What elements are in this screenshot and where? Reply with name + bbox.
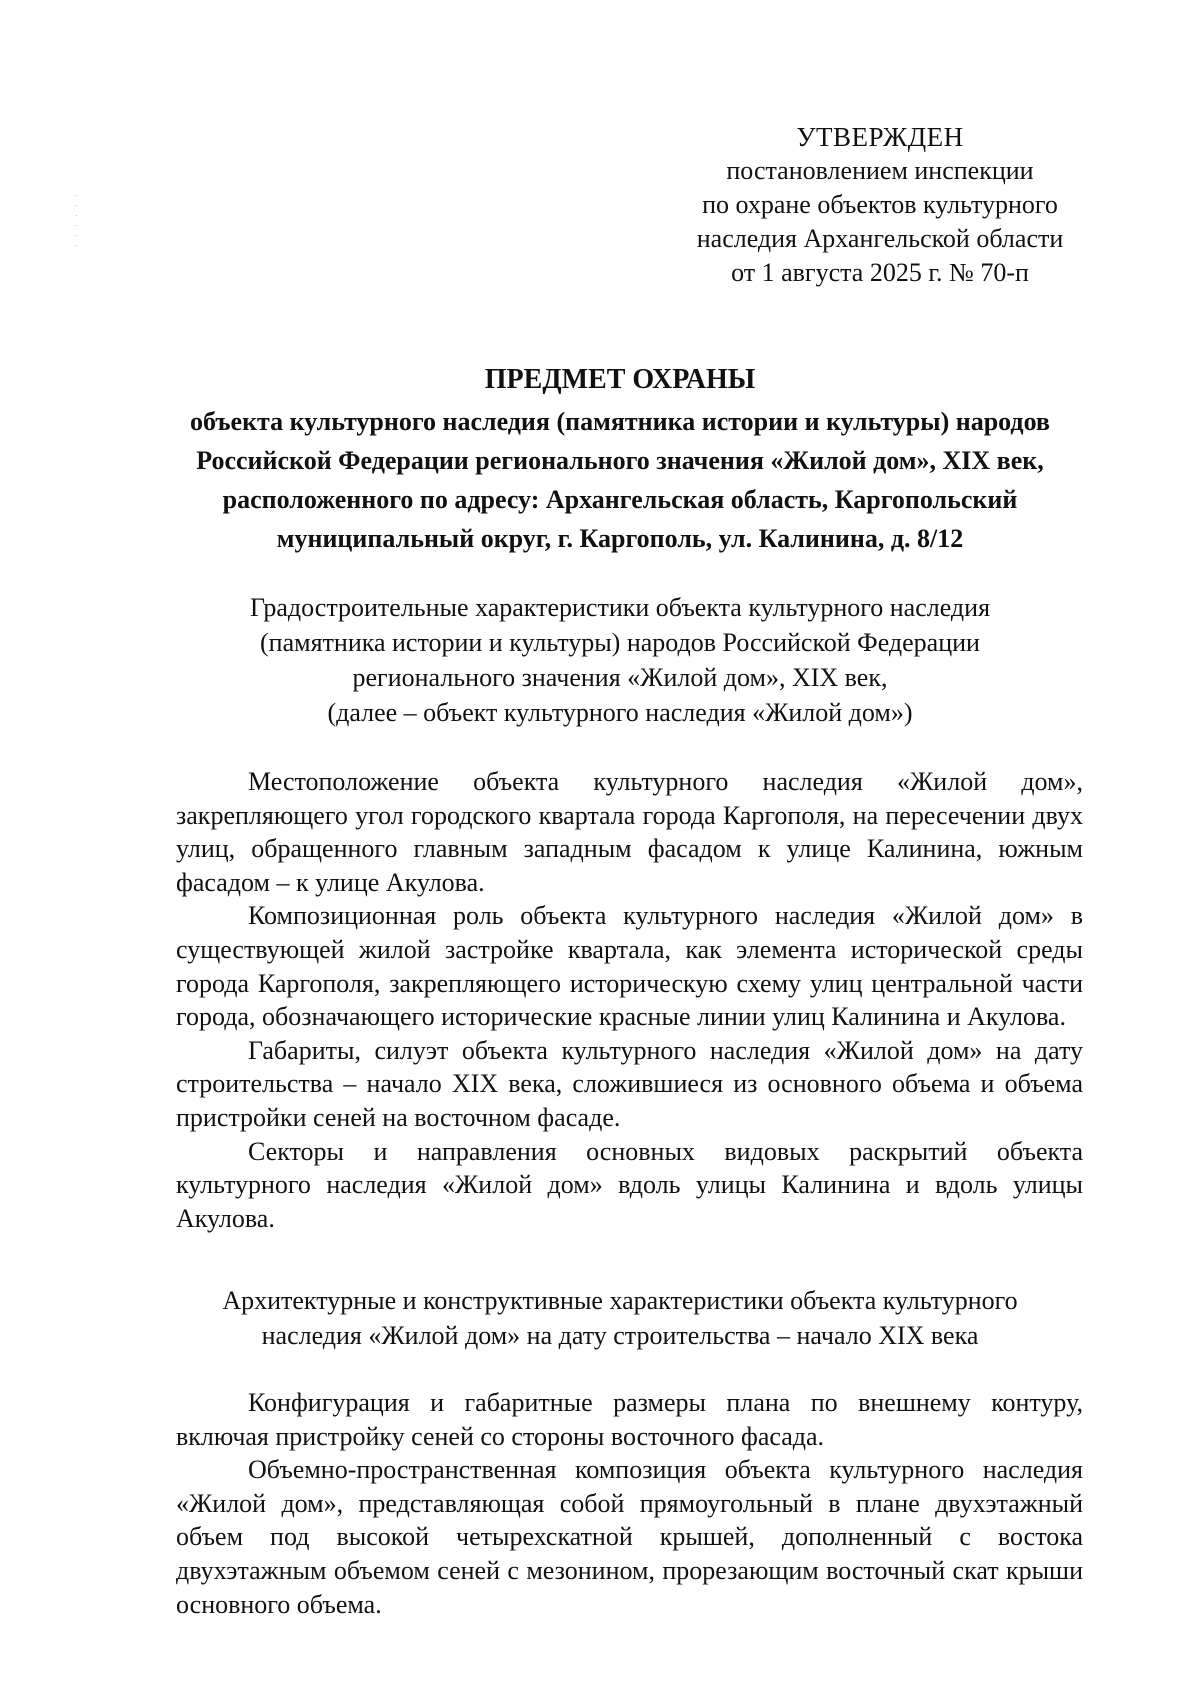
section-heading-line: Градостроительные характеристики объекта культурного наследия (249, 593, 991, 622)
approval-line: от 1 августа 2025 г. № 70-п (731, 258, 1029, 287)
approval-line: по охране объектов культурного (702, 190, 1058, 219)
approval-line: наследия Архангельской области (696, 224, 1064, 253)
section-heading-line: регионального значения «Жилой дом», XIX век, (352, 663, 888, 692)
subtitle-line: муниципальный округ, г. Каргополь, ул. Калинина, д. 8/12 (276, 524, 964, 553)
document-title: ПРЕДМЕТ ОХРАНЫ (484, 364, 756, 395)
paragraph: Секторы и направления основных видовых раскрытий объекта культурного наследия «Жилой дом» вдоль улицы Калинина и вдоль улицы Акулова. (176, 1136, 1083, 1233)
scan-margin-marks (76, 195, 80, 255)
section-heading-urban (180, 590, 1060, 730)
paragraph: Габариты, силуэт объекта культурного наследия «Жилой дом» на дату строительства – начало XIX века, сложившиеся из основного объема и объема пристройки сеней на восточном фасаде. (176, 1035, 1083, 1132)
approval-line: постановлением инспекции (726, 156, 1034, 185)
document-subtitle (150, 402, 1090, 558)
paragraph: Композиционная роль объекта культурного наследия «Жилой дом» в существующей жилой застройке квартала, как элемента исторической среды города Каргополя, закрепляющего историческую схему улиц центральной части города, обозначающего исторические красные линии улиц Калинина и Акулова. (176, 901, 1083, 1032)
subtitle-line: Российской Федерации регионального значения «Жилой дом», XIX век, (196, 446, 1044, 475)
section-heading-line: Архитектурные и конструктивные характеристики объекта культурного (222, 1286, 1018, 1315)
section-body-architecture (176, 1386, 1083, 1621)
section-heading-architecture (180, 1283, 1060, 1353)
subtitle-line: расположенного по адресу: Архангельская область, Каргопольский (222, 485, 1018, 514)
document-heading (150, 362, 1090, 558)
approval-title: УТВЕРЖДЕН (796, 122, 964, 152)
paragraph: Местоположение объекта культурного наследия «Жилой дом», закрепляющего угол городского квартала города Каргополя, на пересечении двух улиц, обращенного главным западным фасадом к улице Калинина, южным фасадом – к улице Акулова. (176, 767, 1083, 897)
approval-stamp-block (680, 120, 1080, 290)
section-body-urban (176, 765, 1083, 1235)
paragraph: Объемно-пространственная композиция объекта культурного наследия «Жилой дом», представляющая собой прямоугольный в плане двухэтажный объем под высокой четырехскатной крышей, дополненный с востока двухэтажным объемом сеней с мезонином, прорезающим восточный скат крыши основного объема. (176, 1455, 1083, 1619)
section-heading-line: (далее – объект культурного наследия «Жилой дом») (327, 698, 913, 727)
section-heading-line: наследия «Жилой дом» на дату строительства – начало XIX века (261, 1321, 979, 1350)
paragraph: Конфигурация и габаритные размеры плана по внешнему контуру, включая пристройку сеней со стороны восточного фасада. (176, 1388, 1083, 1451)
subtitle-line: объекта культурного наследия (памятника истории и культуры) народов (190, 407, 1050, 436)
section-heading-line: (памятника истории и культуры) народов Российской Федерации (260, 628, 980, 657)
